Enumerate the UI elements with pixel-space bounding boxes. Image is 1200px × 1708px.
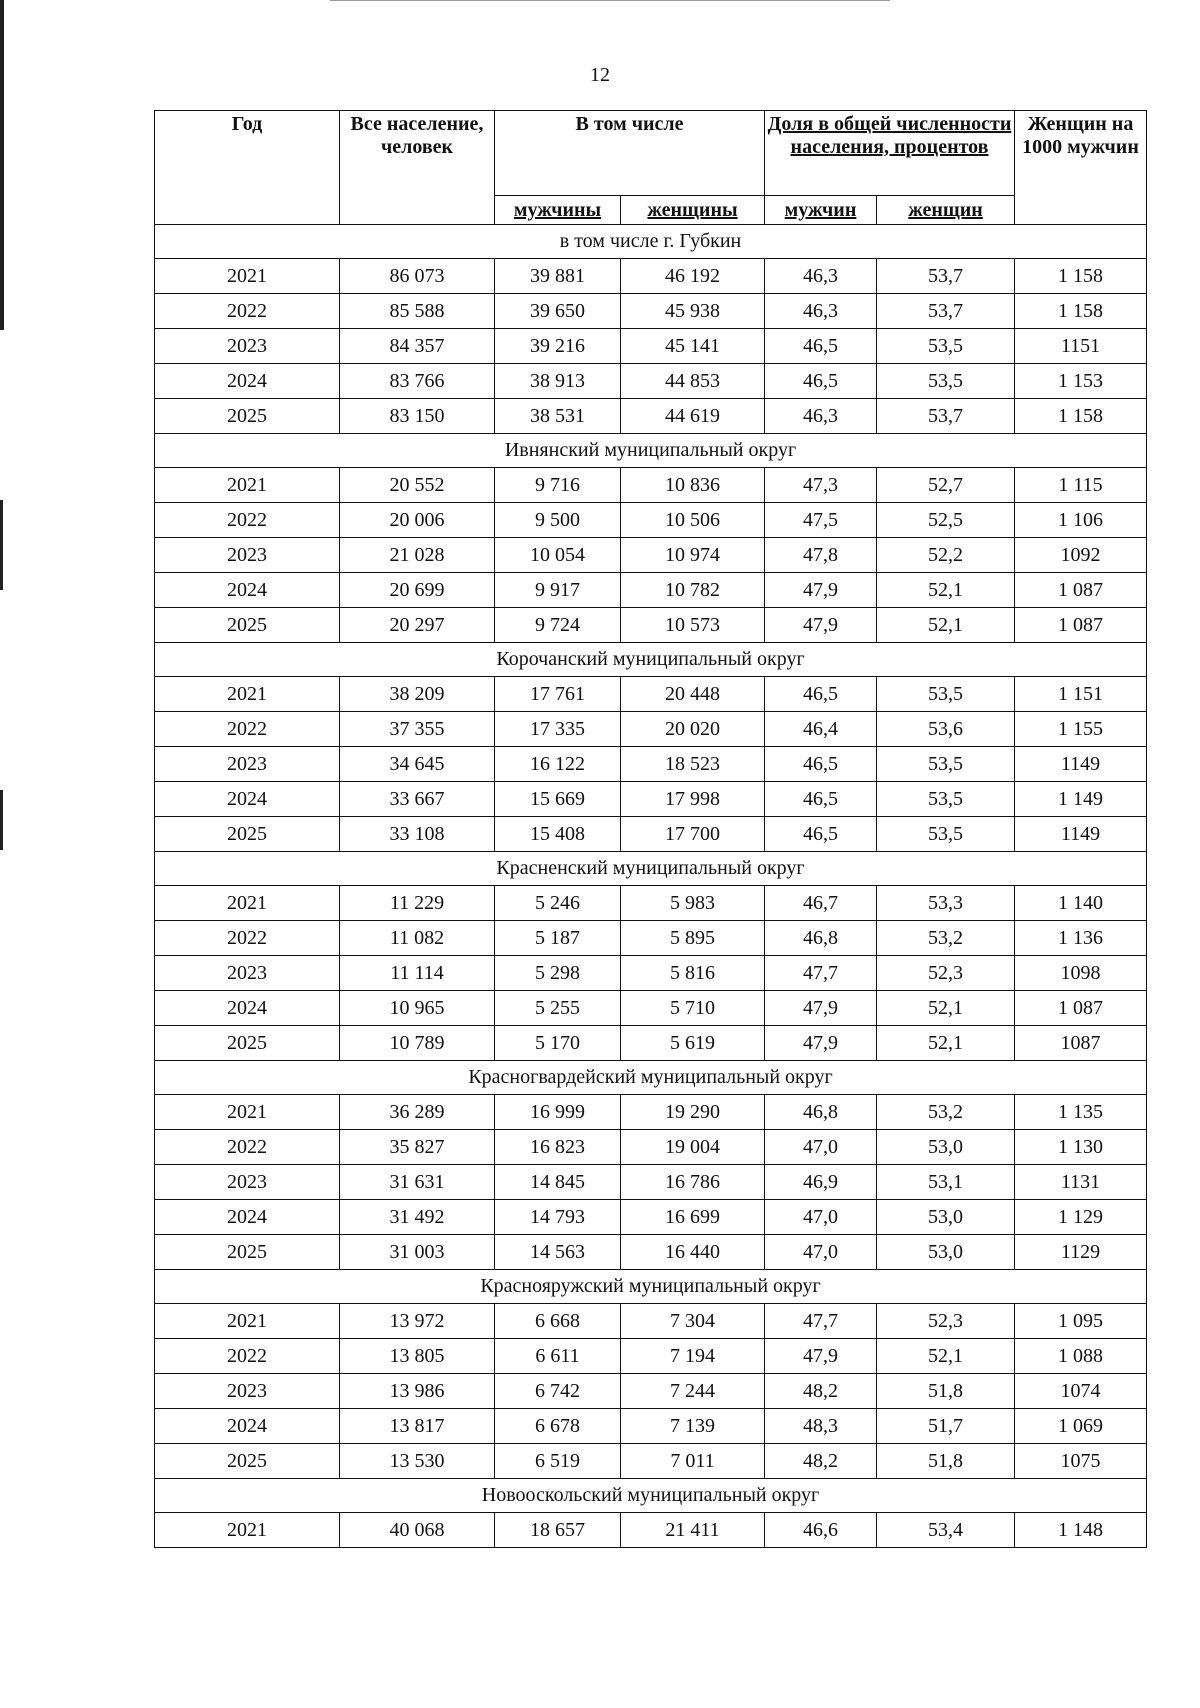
table-body <box>155 225 1147 1548</box>
table-row <box>155 991 1147 1026</box>
table-cell: 85 588 <box>340 294 495 329</box>
table-cell: 46,3 <box>765 294 877 329</box>
scan-edge-mark-lower <box>0 790 3 850</box>
table-cell: 7 139 <box>621 1409 765 1444</box>
table-cell: 15 408 <box>495 817 621 852</box>
table-cell: 2023 <box>155 747 340 782</box>
section-row <box>155 434 1147 468</box>
table-cell: 1 148 <box>1015 1513 1147 1548</box>
table-cell: 2022 <box>155 712 340 747</box>
table-cell: 1149 <box>1015 747 1147 782</box>
table-cell: 7 244 <box>621 1374 765 1409</box>
table-cell: 1 155 <box>1015 712 1147 747</box>
table-cell: 10 836 <box>621 468 765 503</box>
table-cell: 53,5 <box>877 677 1015 712</box>
table-cell: 16 122 <box>495 747 621 782</box>
table-cell: 46,3 <box>765 259 877 294</box>
table-cell: 53,7 <box>877 294 1015 329</box>
table-cell: 20 699 <box>340 573 495 608</box>
table-row <box>155 1165 1147 1200</box>
table-cell: 16 823 <box>495 1130 621 1165</box>
table-cell: 39 650 <box>495 294 621 329</box>
table-cell: 44 619 <box>621 399 765 434</box>
table-cell: 53,5 <box>877 817 1015 852</box>
section-title: Корочанский муниципальный округ <box>155 643 1147 677</box>
table-cell: 11 114 <box>340 956 495 991</box>
table-cell: 2023 <box>155 1165 340 1200</box>
table-cell: 52,2 <box>877 538 1015 573</box>
table-cell: 53,0 <box>877 1235 1015 1270</box>
table-cell: 2022 <box>155 1339 340 1374</box>
table-cell: 9 500 <box>495 503 621 538</box>
table-cell: 10 974 <box>621 538 765 573</box>
table-cell: 1 153 <box>1015 364 1147 399</box>
table-cell: 83 150 <box>340 399 495 434</box>
table-cell: 16 786 <box>621 1165 765 1200</box>
table-cell: 1 106 <box>1015 503 1147 538</box>
table-cell: 1 130 <box>1015 1130 1147 1165</box>
table-cell: 45 938 <box>621 294 765 329</box>
page-number: 12 <box>590 64 610 86</box>
table-cell: 13 530 <box>340 1444 495 1479</box>
table-cell: 46,7 <box>765 886 877 921</box>
table-cell: 1 088 <box>1015 1339 1147 1374</box>
table-cell: 17 335 <box>495 712 621 747</box>
table-cell: 83 766 <box>340 364 495 399</box>
table-cell: 53,3 <box>877 886 1015 921</box>
section-row <box>155 1479 1147 1513</box>
table-row <box>155 747 1147 782</box>
table-cell: 2021 <box>155 468 340 503</box>
table-cell: 2022 <box>155 294 340 329</box>
table-cell: 47,0 <box>765 1235 877 1270</box>
table-cell: 48,2 <box>765 1444 877 1479</box>
table-row <box>155 608 1147 643</box>
table-row <box>155 364 1147 399</box>
table-cell: 45 141 <box>621 329 765 364</box>
table-cell: 10 054 <box>495 538 621 573</box>
table-cell: 36 289 <box>340 1095 495 1130</box>
table-cell: 20 020 <box>621 712 765 747</box>
table-cell: 1 087 <box>1015 573 1147 608</box>
table-cell: 2024 <box>155 573 340 608</box>
table-cell: 20 006 <box>340 503 495 538</box>
table-cell: 1092 <box>1015 538 1147 573</box>
section-title: в том числе г. Губкин <box>155 225 1147 259</box>
col-header-women: женщины <box>621 196 765 225</box>
table-cell: 2023 <box>155 329 340 364</box>
table-cell: 2023 <box>155 956 340 991</box>
table-cell: 2022 <box>155 921 340 956</box>
table-cell: 31 003 <box>340 1235 495 1270</box>
table-cell: 1074 <box>1015 1374 1147 1409</box>
table-row <box>155 1235 1147 1270</box>
table-cell: 6 678 <box>495 1409 621 1444</box>
table-row <box>155 573 1147 608</box>
scan-edge-mark-middle <box>0 500 3 590</box>
table-cell: 16 440 <box>621 1235 765 1270</box>
col-header-total: Все население, человек <box>340 111 495 225</box>
table-cell: 39 216 <box>495 329 621 364</box>
section-title: Новооскольский муниципальный округ <box>155 1479 1147 1513</box>
table-cell: 13 986 <box>340 1374 495 1409</box>
table-cell: 51,8 <box>877 1374 1015 1409</box>
table-cell: 53,5 <box>877 782 1015 817</box>
table-cell: 46 192 <box>621 259 765 294</box>
table-row <box>155 1374 1147 1409</box>
col-header-year: Год <box>155 111 340 225</box>
table-cell: 31 492 <box>340 1200 495 1235</box>
table-cell: 47,7 <box>765 956 877 991</box>
table-cell: 1 140 <box>1015 886 1147 921</box>
table-cell: 53,0 <box>877 1200 1015 1235</box>
table-cell: 1 158 <box>1015 259 1147 294</box>
col-header-share-men: мужчин <box>765 196 877 225</box>
table-cell: 6 742 <box>495 1374 621 1409</box>
table-cell: 46,9 <box>765 1165 877 1200</box>
table-cell: 2022 <box>155 503 340 538</box>
table-cell: 52,3 <box>877 956 1015 991</box>
table-cell: 48,3 <box>765 1409 877 1444</box>
table-cell: 52,1 <box>877 573 1015 608</box>
table-cell: 2021 <box>155 1513 340 1548</box>
table-cell: 46,3 <box>765 399 877 434</box>
table-cell: 53,7 <box>877 259 1015 294</box>
table-cell: 2025 <box>155 399 340 434</box>
scan-top-line <box>330 0 890 1</box>
table-row <box>155 468 1147 503</box>
col-header-ratio: Женщин на 1000 мужчин <box>1015 111 1147 225</box>
table-cell: 44 853 <box>621 364 765 399</box>
table-cell: 2025 <box>155 1026 340 1061</box>
table-cell: 53,2 <box>877 1095 1015 1130</box>
table-cell: 20 297 <box>340 608 495 643</box>
table-cell: 37 355 <box>340 712 495 747</box>
table-cell: 47,9 <box>765 573 877 608</box>
table-cell: 47,0 <box>765 1130 877 1165</box>
table-cell: 11 229 <box>340 886 495 921</box>
table-cell: 40 068 <box>340 1513 495 1548</box>
table-cell: 1129 <box>1015 1235 1147 1270</box>
table-cell: 10 506 <box>621 503 765 538</box>
table-cell: 18 523 <box>621 747 765 782</box>
table-row <box>155 956 1147 991</box>
table-cell: 9 724 <box>495 608 621 643</box>
table-cell: 17 700 <box>621 817 765 852</box>
table-row <box>155 259 1147 294</box>
table-row <box>155 1444 1147 1479</box>
section-row <box>155 1270 1147 1304</box>
table-cell: 2023 <box>155 1374 340 1409</box>
table-cell: 52,1 <box>877 608 1015 643</box>
table-cell: 1149 <box>1015 817 1147 852</box>
table-cell: 47,5 <box>765 503 877 538</box>
table-cell: 53,7 <box>877 399 1015 434</box>
table-cell: 20 552 <box>340 468 495 503</box>
table-cell: 46,5 <box>765 677 877 712</box>
table-cell: 2021 <box>155 1304 340 1339</box>
table-cell: 52,1 <box>877 991 1015 1026</box>
table-cell: 33 108 <box>340 817 495 852</box>
table-cell: 52,1 <box>877 1026 1015 1061</box>
table-cell: 2024 <box>155 364 340 399</box>
table-cell: 9 917 <box>495 573 621 608</box>
table-cell: 2021 <box>155 886 340 921</box>
table-cell: 48,2 <box>765 1374 877 1409</box>
table-cell: 5 895 <box>621 921 765 956</box>
table-cell: 1 095 <box>1015 1304 1147 1339</box>
table-cell: 38 209 <box>340 677 495 712</box>
table-cell: 20 448 <box>621 677 765 712</box>
table-cell: 1 136 <box>1015 921 1147 956</box>
table-cell: 2025 <box>155 817 340 852</box>
table-cell: 2025 <box>155 608 340 643</box>
table-row <box>155 712 1147 747</box>
table-row <box>155 1026 1147 1061</box>
table-cell: 47,9 <box>765 1026 877 1061</box>
table-cell: 46,8 <box>765 921 877 956</box>
table-cell: 10 789 <box>340 1026 495 1061</box>
table-cell: 1 151 <box>1015 677 1147 712</box>
table-cell: 5 710 <box>621 991 765 1026</box>
scan-edge-mark-top <box>0 0 4 330</box>
section-title: Ивнянский муниципальный округ <box>155 434 1147 468</box>
table-cell: 52,7 <box>877 468 1015 503</box>
table-cell: 10 573 <box>621 608 765 643</box>
table-cell: 53,5 <box>877 747 1015 782</box>
section-title: Краснояружский муниципальный округ <box>155 1270 1147 1304</box>
table-cell: 1087 <box>1015 1026 1147 1061</box>
table-cell: 6 668 <box>495 1304 621 1339</box>
table-cell: 46,5 <box>765 364 877 399</box>
table-cell: 7 304 <box>621 1304 765 1339</box>
table-cell: 5 170 <box>495 1026 621 1061</box>
table-cell: 2025 <box>155 1235 340 1270</box>
table-cell: 11 082 <box>340 921 495 956</box>
table-cell: 1 135 <box>1015 1095 1147 1130</box>
table-cell: 47,7 <box>765 1304 877 1339</box>
table-cell: 2022 <box>155 1130 340 1165</box>
table-cell: 47,9 <box>765 991 877 1026</box>
table-cell: 1 115 <box>1015 468 1147 503</box>
table-cell: 16 699 <box>621 1200 765 1235</box>
table-row <box>155 538 1147 573</box>
table-row <box>155 503 1147 538</box>
table-cell: 46,8 <box>765 1095 877 1130</box>
table-cell: 21 028 <box>340 538 495 573</box>
table-cell: 47,9 <box>765 1339 877 1374</box>
section-row <box>155 852 1147 886</box>
table-cell: 51,8 <box>877 1444 1015 1479</box>
table-cell: 1 158 <box>1015 294 1147 329</box>
table-cell: 14 845 <box>495 1165 621 1200</box>
table-cell: 9 716 <box>495 468 621 503</box>
table-cell: 2024 <box>155 782 340 817</box>
table-row <box>155 1339 1147 1374</box>
table-cell: 1075 <box>1015 1444 1147 1479</box>
table-cell: 47,9 <box>765 608 877 643</box>
col-header-share: Доля в общей численности населения, процентов <box>765 111 1015 196</box>
table-row <box>155 782 1147 817</box>
table-cell: 2024 <box>155 1200 340 1235</box>
table-cell: 2024 <box>155 1409 340 1444</box>
table-cell: 13 972 <box>340 1304 495 1339</box>
table-row <box>155 1513 1147 1548</box>
section-row <box>155 225 1147 259</box>
table-row <box>155 1304 1147 1339</box>
table-row <box>155 817 1147 852</box>
table-row <box>155 1409 1147 1444</box>
table-cell: 19 290 <box>621 1095 765 1130</box>
table-cell: 84 357 <box>340 329 495 364</box>
table-cell: 19 004 <box>621 1130 765 1165</box>
table-cell: 14 793 <box>495 1200 621 1235</box>
table-row <box>155 1095 1147 1130</box>
table-cell: 53,4 <box>877 1513 1015 1548</box>
table-cell: 5 619 <box>621 1026 765 1061</box>
table-cell: 2021 <box>155 259 340 294</box>
table-cell: 53,5 <box>877 329 1015 364</box>
table-cell: 38 913 <box>495 364 621 399</box>
table-cell: 52,1 <box>877 1339 1015 1374</box>
table-cell: 13 817 <box>340 1409 495 1444</box>
table-cell: 53,0 <box>877 1130 1015 1165</box>
table-cell: 1 087 <box>1015 608 1147 643</box>
table-cell: 2021 <box>155 1095 340 1130</box>
table-cell: 46,5 <box>765 747 877 782</box>
table-row <box>155 294 1147 329</box>
table-cell: 1131 <box>1015 1165 1147 1200</box>
table-cell: 33 667 <box>340 782 495 817</box>
table-cell: 10 965 <box>340 991 495 1026</box>
table-cell: 7 011 <box>621 1444 765 1479</box>
table-cell: 1 149 <box>1015 782 1147 817</box>
table-cell: 1098 <box>1015 956 1147 991</box>
table-cell: 2021 <box>155 677 340 712</box>
table-cell: 5 298 <box>495 956 621 991</box>
table-cell: 16 999 <box>495 1095 621 1130</box>
table-row <box>155 1200 1147 1235</box>
section-row <box>155 1061 1147 1095</box>
table-cell: 21 411 <box>621 1513 765 1548</box>
table-cell: 2024 <box>155 991 340 1026</box>
table-row <box>155 329 1147 364</box>
table-cell: 53,6 <box>877 712 1015 747</box>
section-title: Красненский муниципальный округ <box>155 852 1147 886</box>
table-cell: 1 069 <box>1015 1409 1147 1444</box>
table-cell: 47,3 <box>765 468 877 503</box>
table-cell: 1151 <box>1015 329 1147 364</box>
table-row <box>155 399 1147 434</box>
table-cell: 86 073 <box>340 259 495 294</box>
table-cell: 39 881 <box>495 259 621 294</box>
table-cell: 10 782 <box>621 573 765 608</box>
table-cell: 1 129 <box>1015 1200 1147 1235</box>
table-cell: 51,7 <box>877 1409 1015 1444</box>
table-cell: 53,1 <box>877 1165 1015 1200</box>
table-cell: 1 158 <box>1015 399 1147 434</box>
table-row <box>155 1130 1147 1165</box>
table-cell: 18 657 <box>495 1513 621 1548</box>
table-row <box>155 677 1147 712</box>
table-cell: 13 805 <box>340 1339 495 1374</box>
table-cell: 35 827 <box>340 1130 495 1165</box>
table-cell: 46,5 <box>765 782 877 817</box>
table-cell: 1 087 <box>1015 991 1147 1026</box>
table-cell: 52,5 <box>877 503 1015 538</box>
table-cell: 5 187 <box>495 921 621 956</box>
table-cell: 2023 <box>155 538 340 573</box>
table-cell: 17 761 <box>495 677 621 712</box>
table-cell: 53,2 <box>877 921 1015 956</box>
table-row <box>155 921 1147 956</box>
table-cell: 47,0 <box>765 1200 877 1235</box>
table-cell: 31 631 <box>340 1165 495 1200</box>
table-cell: 34 645 <box>340 747 495 782</box>
table-cell: 46,5 <box>765 817 877 852</box>
section-title: Красногвардейский муниципальный округ <box>155 1061 1147 1095</box>
table-cell: 14 563 <box>495 1235 621 1270</box>
table-row <box>155 886 1147 921</box>
table-cell: 15 669 <box>495 782 621 817</box>
table-cell: 5 246 <box>495 886 621 921</box>
col-header-men: мужчины <box>495 196 621 225</box>
table-cell: 46,6 <box>765 1513 877 1548</box>
table-cell: 52,3 <box>877 1304 1015 1339</box>
col-header-share-women: женщин <box>877 196 1015 225</box>
table-cell: 5 816 <box>621 956 765 991</box>
population-table <box>154 110 1147 1548</box>
table-cell: 53,5 <box>877 364 1015 399</box>
table-cell: 7 194 <box>621 1339 765 1374</box>
table-cell: 46,4 <box>765 712 877 747</box>
table-cell: 38 531 <box>495 399 621 434</box>
table-cell: 5 255 <box>495 991 621 1026</box>
table-cell: 6 611 <box>495 1339 621 1374</box>
table-cell: 6 519 <box>495 1444 621 1479</box>
table-cell: 46,5 <box>765 329 877 364</box>
table-cell: 2025 <box>155 1444 340 1479</box>
table-cell: 5 983 <box>621 886 765 921</box>
section-row <box>155 643 1147 677</box>
table-cell: 17 998 <box>621 782 765 817</box>
table-cell: 47,8 <box>765 538 877 573</box>
col-header-including: В том числе <box>495 111 765 196</box>
